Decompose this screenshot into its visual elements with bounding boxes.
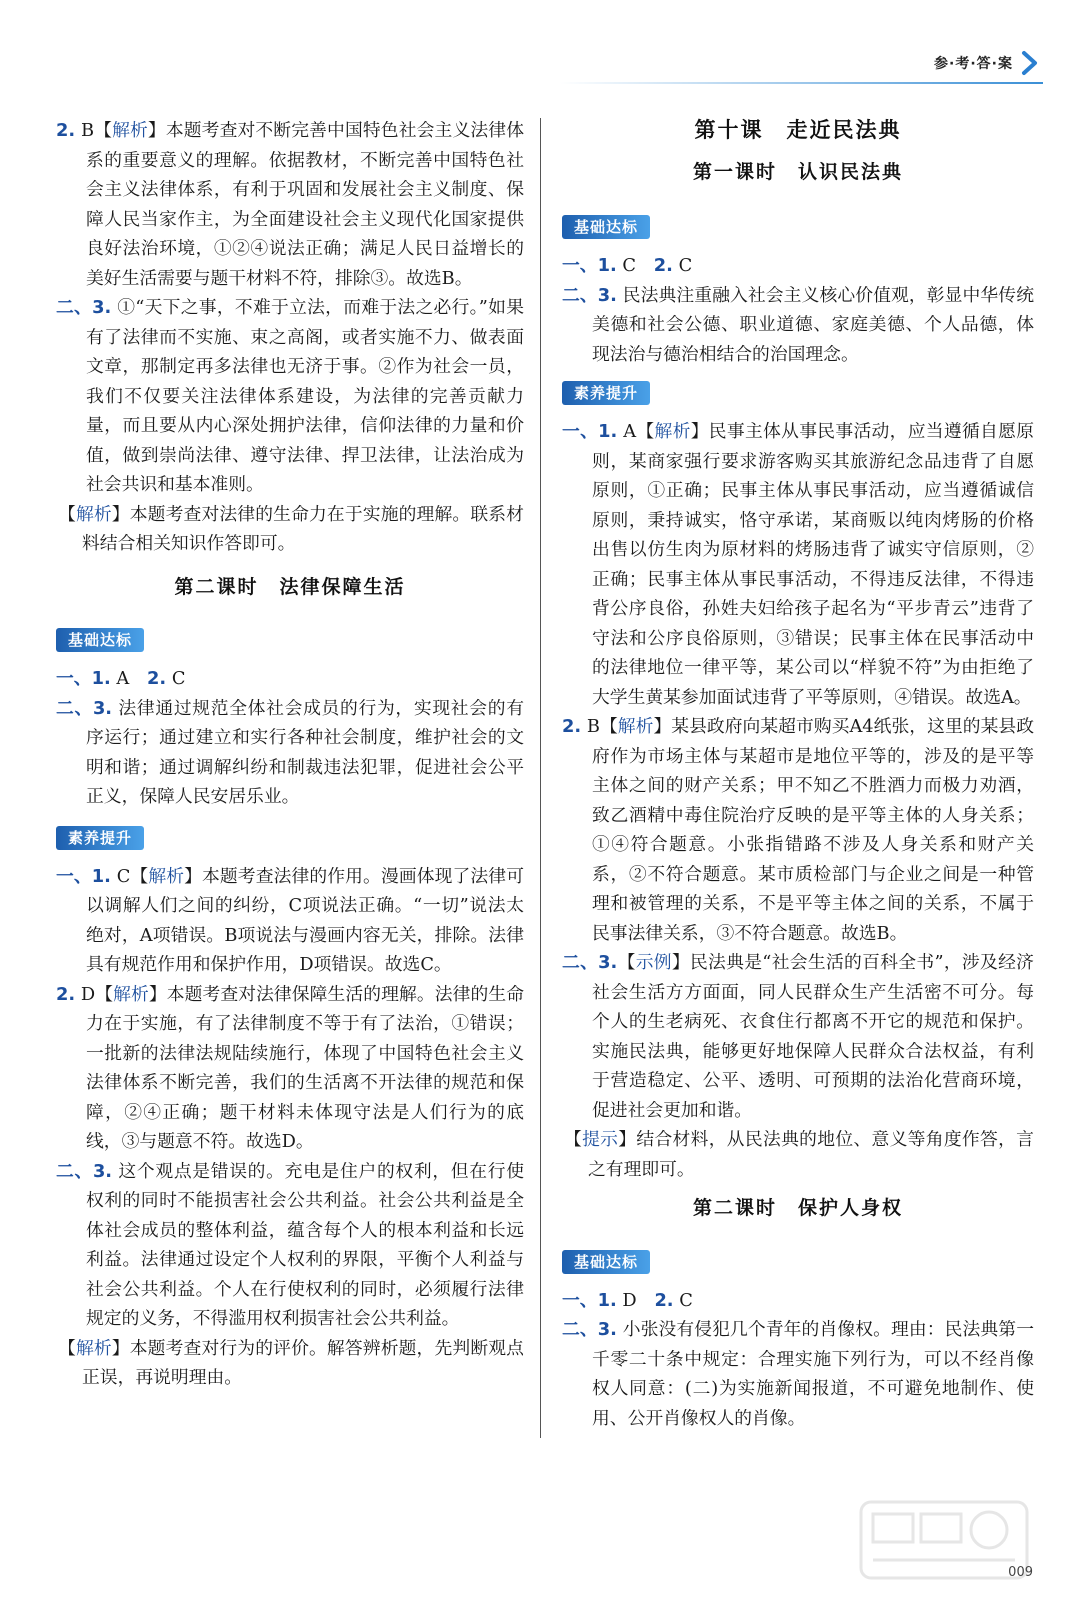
answer-item: 2. B【解析】某县政府向某超市购买A4纸张，这里的某县政府作为市场主体与某超市是地位平等的，涉及的是平等主体之间的财产关系；甲不知乙不胜酒力而极力劝酒，致乙酒精中毒住院治疗反映的是平等主体的人身关系；①④符合题意。小张指错路不涉及人身关系和财产关系，②不符合题意。某市质检部门与企业之间是一种管理和被管理的关系，不是平等主体之间的关系，不属于民事法律关系，③不符合题意。故选B。 — [562, 716, 1035, 944]
answer-item: 一、1. D 2. C — [562, 1289, 693, 1311]
page-header — [934, 48, 1043, 78]
answer-item: 2. D【解析】本题考查对法律保障生活的理解。法律的生命力在于实施，有了法律制度不等于有了法治，①错误；一批新的法律法规陆续施行，体现了中国特色社会主义法律体系不断完善，我们的生活离不开法律的规范和保障，②④正确；题干材料未体现守法是人们行为的底线，③与题意不符。故选D。 — [56, 983, 524, 1152]
section-title: 第二课时 法律保障生活 — [174, 575, 406, 598]
header-label: 参·考·答·案 — [934, 56, 1013, 72]
answer-item: 二、3.【示例】民法典是“社会生活的百科全书”，涉及经济社会生活方方面面，同人民群众生产生活密不可分。每个人的生老病死、衣食住行都离不开它的规范和保护。实施民法典，能够更好地保障人民群众合法权益，有利于营造稳定、公平、透明、可预期的法治化营商环境，促进社会更加和谐。 — [562, 952, 1034, 1121]
answer-item: 2. B【解析】本题考查对不断完善中国特色社会主义法律体系的重要意义的理解。依据教材，不断完善中国特色社会主义法律体系，有利于巩固和发展社会主义制度、保障人民当家作主，为全面建设社会主义现代化国家提供良好法治环境，①②④说法正确；满足人民日益增长的美好生活需要与题干材料不符，排除③。故选B。 — [56, 120, 524, 289]
chevron-right-icon — [1017, 50, 1043, 76]
section-badge: 基础达标 — [562, 215, 650, 239]
lesson-title: 第十课 走近民法典 — [694, 118, 902, 142]
answer-item: 一、1. C【解析】本题考查法律的作用。漫画体现了法律可以调解人们之间的纠纷，C项说法正确。“一切”说法太绝对，A项错误。B项说法与漫画内容无关，排除。法律具有规范作用和保护作用，D项错误。故选C。 — [56, 865, 524, 975]
section-badge: 基础达标 — [56, 628, 144, 652]
answer-item: 一、1. A 2. C — [56, 668, 186, 689]
section-title: 第一课时 认识民法典 — [692, 160, 903, 183]
hint-note: 【提示】结合材料，从民法典的地位、意义等角度作答，言之有理即可。 — [564, 1129, 1034, 1180]
answer-item: 二、3. 民法典注重融入社会主义核心价值观，彰显中华传统美德和社会公德、职业道德、家庭美德、个人品德，体现法治与德治相结合的治国理念。 — [562, 284, 1034, 365]
analysis-note: 【解析】本题考查对法律的生命力在于实施的理解。联系材料结合相关知识作答即可。 — [58, 503, 524, 554]
answer-item: 二、3. ①“天下之事，不难于立法，而难于法之必行。”如果有了法律而不实施、束之高阁，或者实施不力、做表面文章，那制定再多法律也无济于事。②作为社会一员，我们不仅要关注法律体系建设，为法律的完善贡献力量，而且要从内心深处拥护法律，信仰法律的力量和价值，做到崇尚法律、遵守法律、捍卫法律，让法治成为社会共识和基本准则。 — [56, 297, 524, 495]
watermark-logo — [859, 1500, 1029, 1580]
right-column — [562, 116, 1034, 1433]
section-badge: 素养提升 — [56, 826, 144, 850]
section-badge: 基础达标 — [562, 1250, 650, 1274]
section-title: 第二课时 保护人身权 — [692, 1197, 903, 1219]
page-number: 009 — [1008, 1565, 1033, 1580]
answer-item: 二、3. 小张没有侵犯几个青年的肖像权。理由：民法典第一千零二十条中规定：合理实施下列行为，可以不经肖像权人同意：(二)为实施新闻报道，不可避免地制作、使用、公开肖像权人的肖像。 — [562, 1319, 1034, 1429]
header-rule — [560, 82, 1043, 84]
analysis-note: 【解析】本题考查对行为的评价。解答辨析题，先判断观点正误，再说明理由。 — [58, 1337, 524, 1388]
answer-item: 一、1. A【解析】民事主体从事民事活动，应当遵循自愿原则，某商家强行要求游客购买其旅游纪念品违背了自愿原则，①正确；民事主体从事民事活动，应当遵循诚信原则，秉持诚实，恪守承诺，某商贩以纯肉烤肠的价格出售以仿生肉为原材料的烤肠违背了诚实守信原则，②正确；民事主体从事民事活动，不得违反法律，不得违背公序良俗，孙姓夫妇给孩子起名为“平步青云”违背了守法和公序良俗原则，③错误；民事主体在民事活动中的法律地位一律平等，某公司以“样貌不符”为由拒绝了大学生黄某参加面试违背了平等原则，④错误。故选A。 — [562, 421, 1034, 708]
section-badge: 素养提升 — [562, 381, 650, 405]
answer-item: 二、3. 法律通过规范全体社会成员的行为，实现社会的有序运行；通过建立和实行各种社会制度，维护社会的文明和谐；通过调解纠纷和制裁违法犯罪，促进社会公平正义，保障人民安居乐业。 — [56, 697, 524, 807]
answer-item: 一、1. C 2. C — [562, 255, 693, 276]
left-column — [56, 116, 524, 1393]
answer-item: 二、3. 这个观点是错误的。充电是住户的权利，但在行使权利的同时不能损害社会公共利益。社会公共利益是全体社会成员的整体利益，蕴含每个人的根本利益和长远利益。法律通过设定个人权利的界限，平衡个人利益与社会公共利益。个人在行使权利的同时，必须履行法律规定的义务，不得滥用权利损害社会公共利益。 — [56, 1160, 524, 1329]
column-divider — [540, 118, 541, 1438]
